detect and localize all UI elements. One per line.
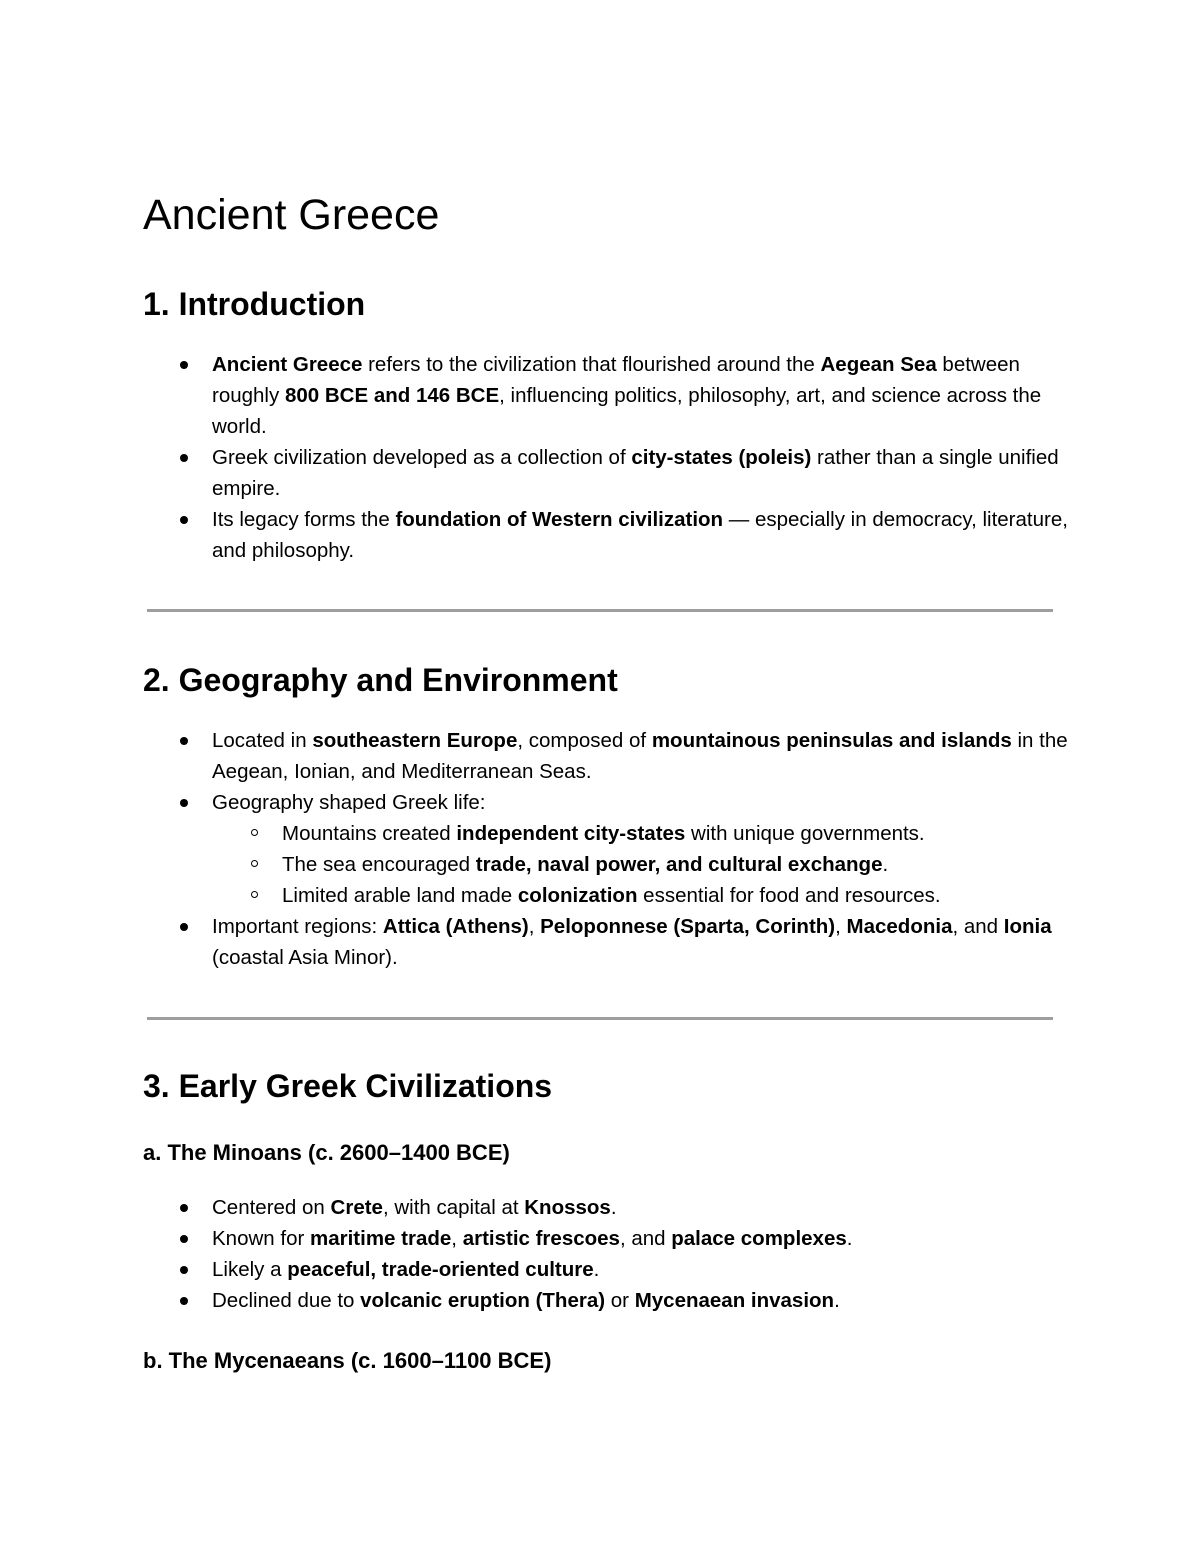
text: , influencing politics, philosophy, art, and science across the world. xyxy=(212,384,1042,438)
text: Greek civilization developed as a collection of xyxy=(212,446,632,469)
text: Located in xyxy=(212,729,313,752)
text: The sea encouraged xyxy=(282,853,476,876)
bullet-icon xyxy=(180,1204,188,1212)
section-heading-early-civilizations: 3. Early Greek Civilizations xyxy=(143,1068,553,1104)
bullet-icon xyxy=(180,361,188,369)
section-heading-introduction: 1. Introduction xyxy=(143,286,366,322)
hollow-bullet-icon xyxy=(251,860,258,867)
text: refers to the civilization that flourished around the xyxy=(362,353,821,376)
bullet-icon xyxy=(180,923,188,931)
subheading-minoans: a. The Minoans (c. 2600–1400 BCE) xyxy=(143,1140,510,1165)
text: . xyxy=(846,1227,853,1250)
text: . xyxy=(610,1196,617,1219)
introduction-list xyxy=(143,349,1073,566)
bullet-icon xyxy=(180,1235,188,1243)
bullet-icon xyxy=(180,516,188,524)
text: rather than a single unified empire. xyxy=(212,446,1059,500)
bullet-icon xyxy=(180,737,188,745)
horizontal-divider xyxy=(147,609,1053,612)
term-palace-complexes: palace complexes xyxy=(671,1227,847,1250)
hollow-bullet-icon xyxy=(251,829,258,836)
term-macedonia: Macedonia xyxy=(846,915,953,938)
text: Its legacy forms the xyxy=(212,508,396,531)
term-knossos: Knossos xyxy=(524,1196,611,1219)
text: Important regions: xyxy=(212,915,383,938)
text: Limited arable land made xyxy=(282,884,518,907)
term-peninsulas: mountainous peninsulas and islands xyxy=(651,729,1012,752)
list-item xyxy=(143,442,1073,504)
text: between roughly xyxy=(212,353,1020,407)
sub-list-item xyxy=(143,880,1073,911)
term-frescoes: artistic frescoes xyxy=(462,1227,620,1250)
text: with unique governments. xyxy=(685,822,925,845)
list-item xyxy=(143,1285,1073,1316)
term-aegean-sea: Aegean Sea xyxy=(820,353,937,376)
list-item xyxy=(143,504,1073,566)
text: . xyxy=(882,853,889,876)
term-attica: Attica (Athens) xyxy=(382,915,529,938)
term-date-range: 800 BCE and 146 BCE xyxy=(284,384,500,407)
term-peaceful-culture: peaceful, trade-oriented culture xyxy=(287,1258,594,1281)
term-colonization: colonization xyxy=(517,884,638,907)
text: in the Aegean, Ionian, and Mediterranean Seas. xyxy=(212,729,1068,783)
text: Known for xyxy=(212,1227,310,1250)
text: , and xyxy=(619,1227,672,1250)
list-item xyxy=(143,911,1073,973)
horizontal-divider xyxy=(147,1017,1053,1020)
text: , xyxy=(528,915,541,938)
text: , composed of xyxy=(517,729,652,752)
term-peloponnese: Peloponnese (Sparta, Corinth) xyxy=(540,915,836,938)
list-item xyxy=(143,787,1073,911)
bullet-icon xyxy=(180,454,188,462)
section-heading-geography: 2. Geography and Environment xyxy=(143,662,618,698)
subheading-mycenaeans: b. The Mycenaeans (c. 1600–1100 BCE) xyxy=(143,1348,552,1373)
term-trade: trade, naval power, and cultural exchange xyxy=(475,853,883,876)
text: Mountains created xyxy=(282,822,457,845)
text: , xyxy=(835,915,847,938)
list-item xyxy=(143,1192,1073,1223)
geography-list xyxy=(143,725,1073,973)
text: or xyxy=(605,1289,635,1312)
list-item xyxy=(143,1254,1073,1285)
term-independent-city-states: independent city-states xyxy=(456,822,686,845)
text: Geography shaped Greek life: xyxy=(212,791,486,814)
minoans-list xyxy=(143,1192,1073,1316)
term-crete: Crete xyxy=(330,1196,383,1219)
text: essential for food and resources. xyxy=(637,884,941,907)
text: , xyxy=(451,1227,463,1250)
term-city-states: city-states (poleis) xyxy=(631,446,812,469)
sub-list-item xyxy=(143,818,1073,849)
sub-list-item xyxy=(143,849,1073,880)
term-ancient-greece: Ancient Greece xyxy=(212,353,363,376)
term-mycenaean-invasion: Mycenaean invasion xyxy=(634,1289,835,1312)
term-ionia: Ionia xyxy=(1003,915,1052,938)
text: Centered on xyxy=(212,1196,331,1219)
hollow-bullet-icon xyxy=(251,891,258,898)
text: . xyxy=(834,1289,840,1312)
bullet-icon xyxy=(180,1297,188,1305)
list-item xyxy=(143,1223,1073,1254)
text: , and xyxy=(952,915,1004,938)
text: , with capital at xyxy=(382,1196,525,1219)
text: . xyxy=(593,1258,600,1281)
list-item xyxy=(143,725,1073,787)
term-southeastern-europe: southeastern Europe xyxy=(312,729,518,752)
list-item xyxy=(143,349,1073,442)
term-maritime-trade: maritime trade xyxy=(310,1227,452,1250)
bullet-icon xyxy=(180,1266,188,1274)
bullet-icon xyxy=(180,799,188,807)
document-title: Ancient Greece xyxy=(143,191,440,239)
text: (coastal Asia Minor). xyxy=(212,946,398,969)
text: Declined due to xyxy=(212,1289,361,1312)
geography-sublist xyxy=(212,818,1073,911)
text: Likely a xyxy=(212,1258,288,1281)
term-thera: volcanic eruption (Thera) xyxy=(360,1289,606,1312)
text: — especially in democracy, literature, and philosophy. xyxy=(212,508,1068,562)
term-foundation: foundation of Western civilization xyxy=(395,508,724,531)
